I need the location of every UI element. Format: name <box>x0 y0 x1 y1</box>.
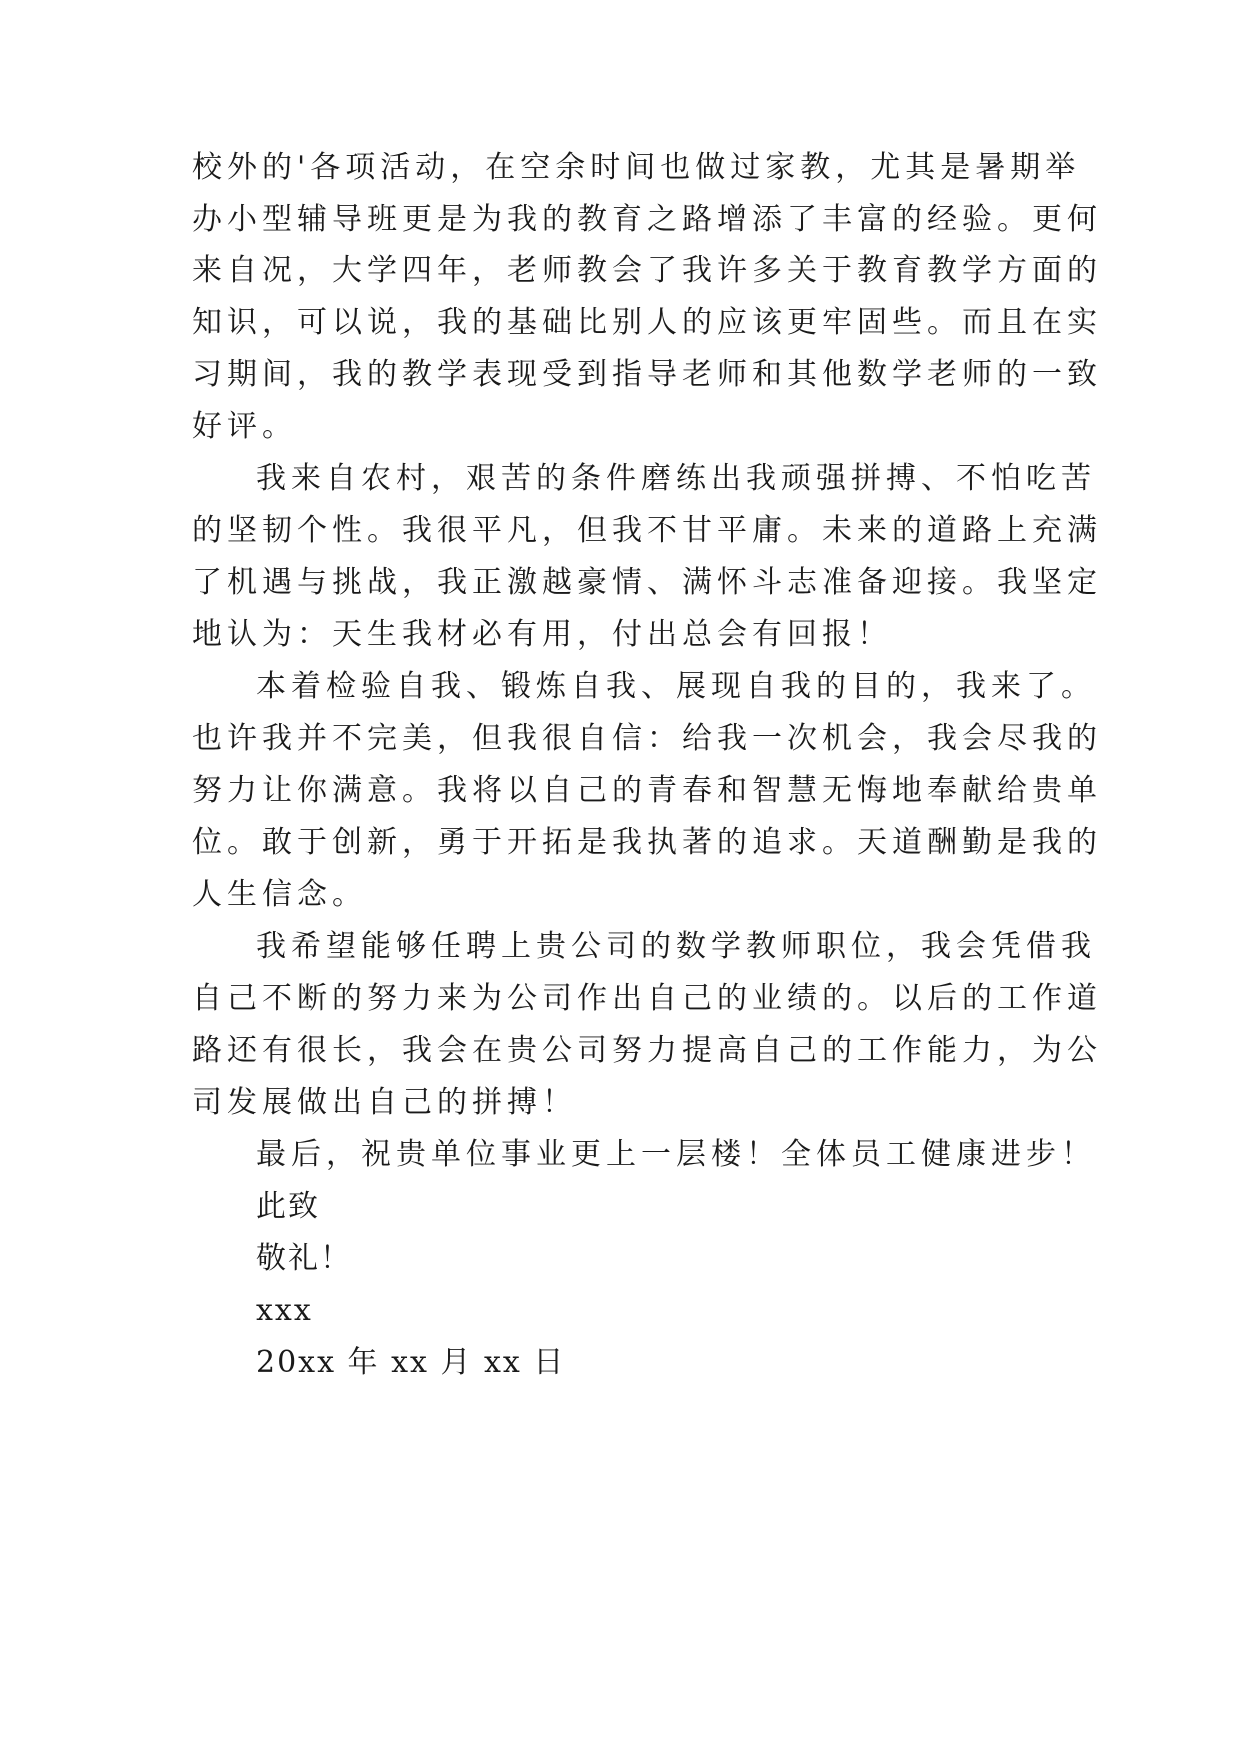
paragraph-1-line: 校外的'各项活动，在空余时间也做过家教，尤其是暑期举 <box>192 150 1081 185</box>
paragraph-1-line: 办小型辅导班更是为我的教育之路增添了丰富的经验。更何 <box>192 202 1102 237</box>
paragraph-4-line: 路还有很长，我会在贵公司努力提高自己的工作能力，为公 <box>192 1033 1102 1068</box>
paragraph-1-line: 好评。 <box>192 409 297 444</box>
paragraph-4-line: 自己不断的努力来为公司作出自己的业绩的。以后的工作道 <box>192 981 1102 1016</box>
closing-salutation: 此致 <box>256 1189 320 1224</box>
paragraph-2-line: 的坚韧个性。我很平凡，但我不甘平庸。未来的道路上充满 <box>192 513 1102 548</box>
paragraph-3-line: 努力让你满意。我将以自己的青春和智慧无悔地奉献给贵单 <box>192 773 1102 808</box>
paragraph-4-line: 我希望能够任聘上贵公司的数学教师职位，我会凭借我 <box>256 929 1096 964</box>
paragraph-3-line: 位。敢于创新，勇于开拓是我执著的追求。天道酬勤是我的 <box>192 825 1102 860</box>
paragraph-2-line: 了机遇与挑战，我正激越豪情、满怀斗志准备迎接。我坚定 <box>192 565 1102 600</box>
closing-wishes: 最后，祝贵单位事业更上一层楼！全体员工健康进步！ <box>256 1137 1096 1172</box>
paragraph-2-line: 地认为：天生我材必有用，付出总会有回报！ <box>192 617 892 652</box>
paragraph-1-line: 习期间，我的教学表现受到指导老师和其他数学老师的一致 <box>192 357 1102 392</box>
paragraph-1-line: 知识，可以说，我的基础比别人的应该更牢固些。而且在实 <box>192 305 1102 340</box>
signature: xxx <box>256 1293 313 1328</box>
closing-regards: 敬礼！ <box>256 1241 352 1276</box>
paragraph-1-line: 来自况，大学四年，老师教会了我许多关于教育教学方面的 <box>192 253 1102 288</box>
paragraph-2-line: 我来自农村，艰苦的条件磨练出我顽强拼搏、不怕吃苦 <box>256 461 1096 496</box>
paragraph-3-line: 人生信念。 <box>192 877 367 912</box>
paragraph-4-line: 司发展做出自己的拼搏！ <box>192 1085 577 1120</box>
date: 20xx 年 xx 月 xx 日 <box>256 1345 566 1380</box>
paragraph-3-line: 也许我并不完美，但我很自信：给我一次机会，我会尽我的 <box>192 721 1102 756</box>
paragraph-3-line: 本着检验自我、锻炼自我、展现自我的目的，我来了。 <box>256 669 1096 704</box>
